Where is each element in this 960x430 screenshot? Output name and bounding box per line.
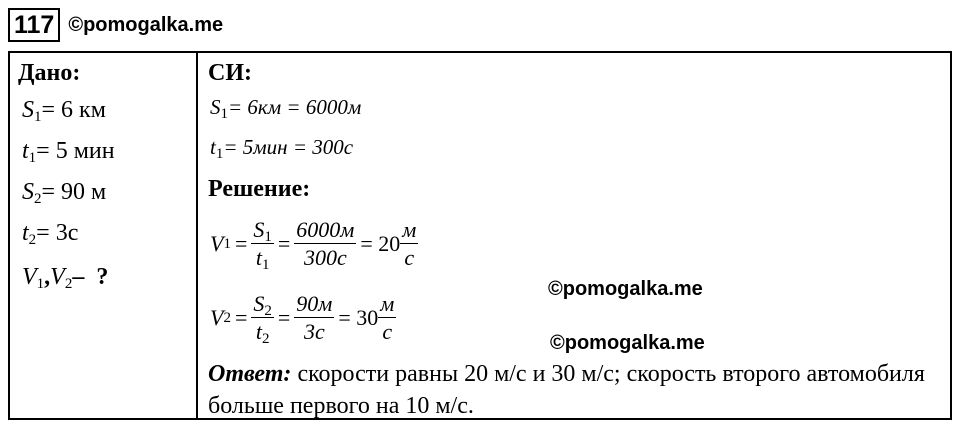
given-find: $V_1,V_2-$ ? — [22, 264, 109, 292]
task-number: 117 — [8, 8, 60, 42]
answer-text: Ответ: скорости равны 20 м/с и 30 м/с; скорость второго автомобиля больше первого на 10 м/с. — [208, 361, 925, 419]
site-watermark: ©pomogalka.me — [68, 13, 224, 36]
si-title: СИ: — [208, 60, 252, 86]
given-s1: $S_1= 6$ км — [22, 97, 106, 125]
task-header — [8, 8, 223, 42]
si-s1: $S_1= 6км = 6000м$ — [210, 95, 362, 122]
column-divider — [196, 53, 198, 418]
given-t1: $t_1= 5$ мин — [22, 138, 115, 166]
equation-v1: V 1 = $\frac{S_1}{t_1}$ = $\frac{6000м}{300с}$ = 20 $\frac{м}{с}$ — [210, 217, 417, 273]
given-title: Дано: — [18, 60, 81, 86]
watermark-2: ©pomogalka.me — [550, 332, 705, 354]
given-t2: $t_2= 3с$ — [22, 220, 79, 248]
watermark-1: ©pomogalka.me — [548, 278, 703, 300]
solution-title: Решение: — [208, 176, 311, 202]
solution-table — [8, 51, 952, 420]
equation-v2: V 2 = $\frac{S_2}{t_2}$ = $\frac{90м}{3с}$ = 30 $\frac{м}{с}$ — [210, 291, 395, 347]
given-s2: $S_2= 90$ м — [22, 179, 107, 207]
si-t1: $t_1= 5мин = 300с$ — [210, 135, 354, 162]
